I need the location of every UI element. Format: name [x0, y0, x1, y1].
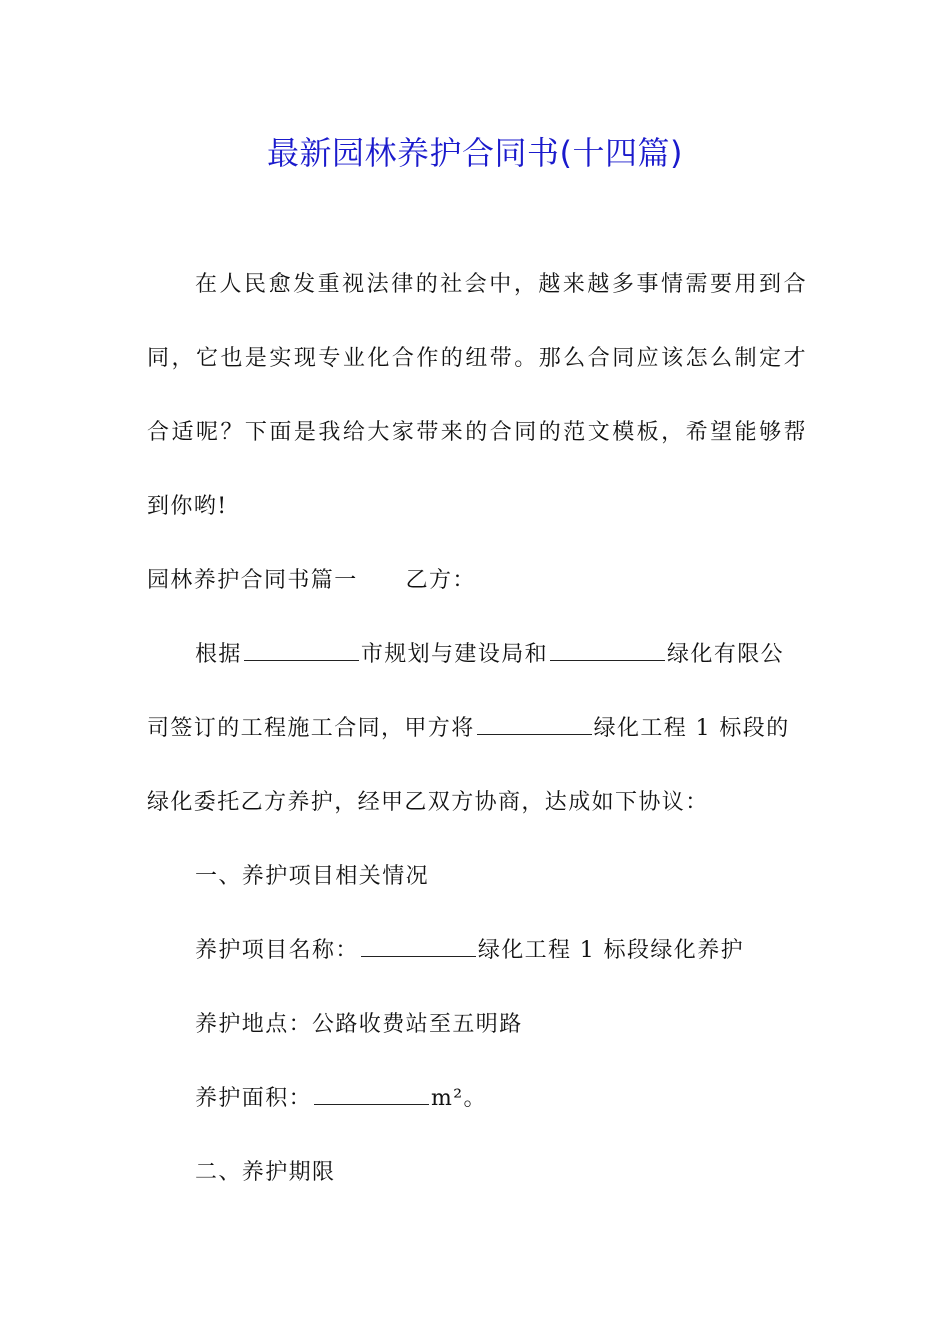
para-line-2	[147, 711, 807, 747]
blank-field-company	[550, 640, 665, 661]
project-name-value: 绿化工程 1 标段绿化养护	[477, 938, 744, 963]
section-heading: 园林养护合同书篇一	[147, 568, 358, 593]
area-line	[195, 1081, 807, 1117]
para-text-a: 根据	[195, 642, 242, 667]
para-line-3: 绿化委托乙方养护，经甲乙双方协商，达成如下协议：	[147, 790, 709, 815]
intro-line-2: 同，它也是实现专业化合作的纽带。那么合同应该怎么制定才	[147, 346, 807, 371]
location-line: 养护地点：公路收费站至五明路	[195, 1012, 523, 1037]
para-line-1	[195, 637, 807, 673]
document-title: 最新园林养护合同书(十四篇)	[267, 134, 683, 172]
area-label: 养护面积：	[195, 1086, 313, 1111]
blank-field-city	[244, 640, 359, 661]
blank-field-area	[314, 1084, 429, 1105]
intro-line-1: 在人民愈发重视法律的社会中，越来越多事情需要用到合	[195, 272, 807, 297]
para-text-b: 市规划与建设局和	[360, 642, 549, 667]
item1-heading: 一、养护项目相关情况	[195, 864, 430, 889]
section-heading-line	[147, 563, 807, 599]
blank-field-project	[477, 714, 592, 735]
project-name-label: 养护项目名称：	[195, 938, 359, 963]
blank-field-project-name	[361, 936, 476, 957]
item2-heading: 二、养护期限	[195, 1160, 336, 1185]
project-name-line	[195, 933, 807, 969]
intro-line-4: 到你哟!	[147, 494, 228, 519]
intro-line-3: 合适呢？下面是我给大家带来的合同的范文模板，希望能够帮	[147, 420, 807, 445]
para-text-c: 绿化有限公	[667, 642, 785, 667]
area-unit: m²。	[431, 1086, 487, 1111]
para-text-e: 绿化工程 1 标段的	[593, 716, 790, 741]
party-b-label: 乙方：	[405, 568, 476, 593]
para-text-d: 司签订的工程施工合同，甲方将	[147, 716, 475, 741]
